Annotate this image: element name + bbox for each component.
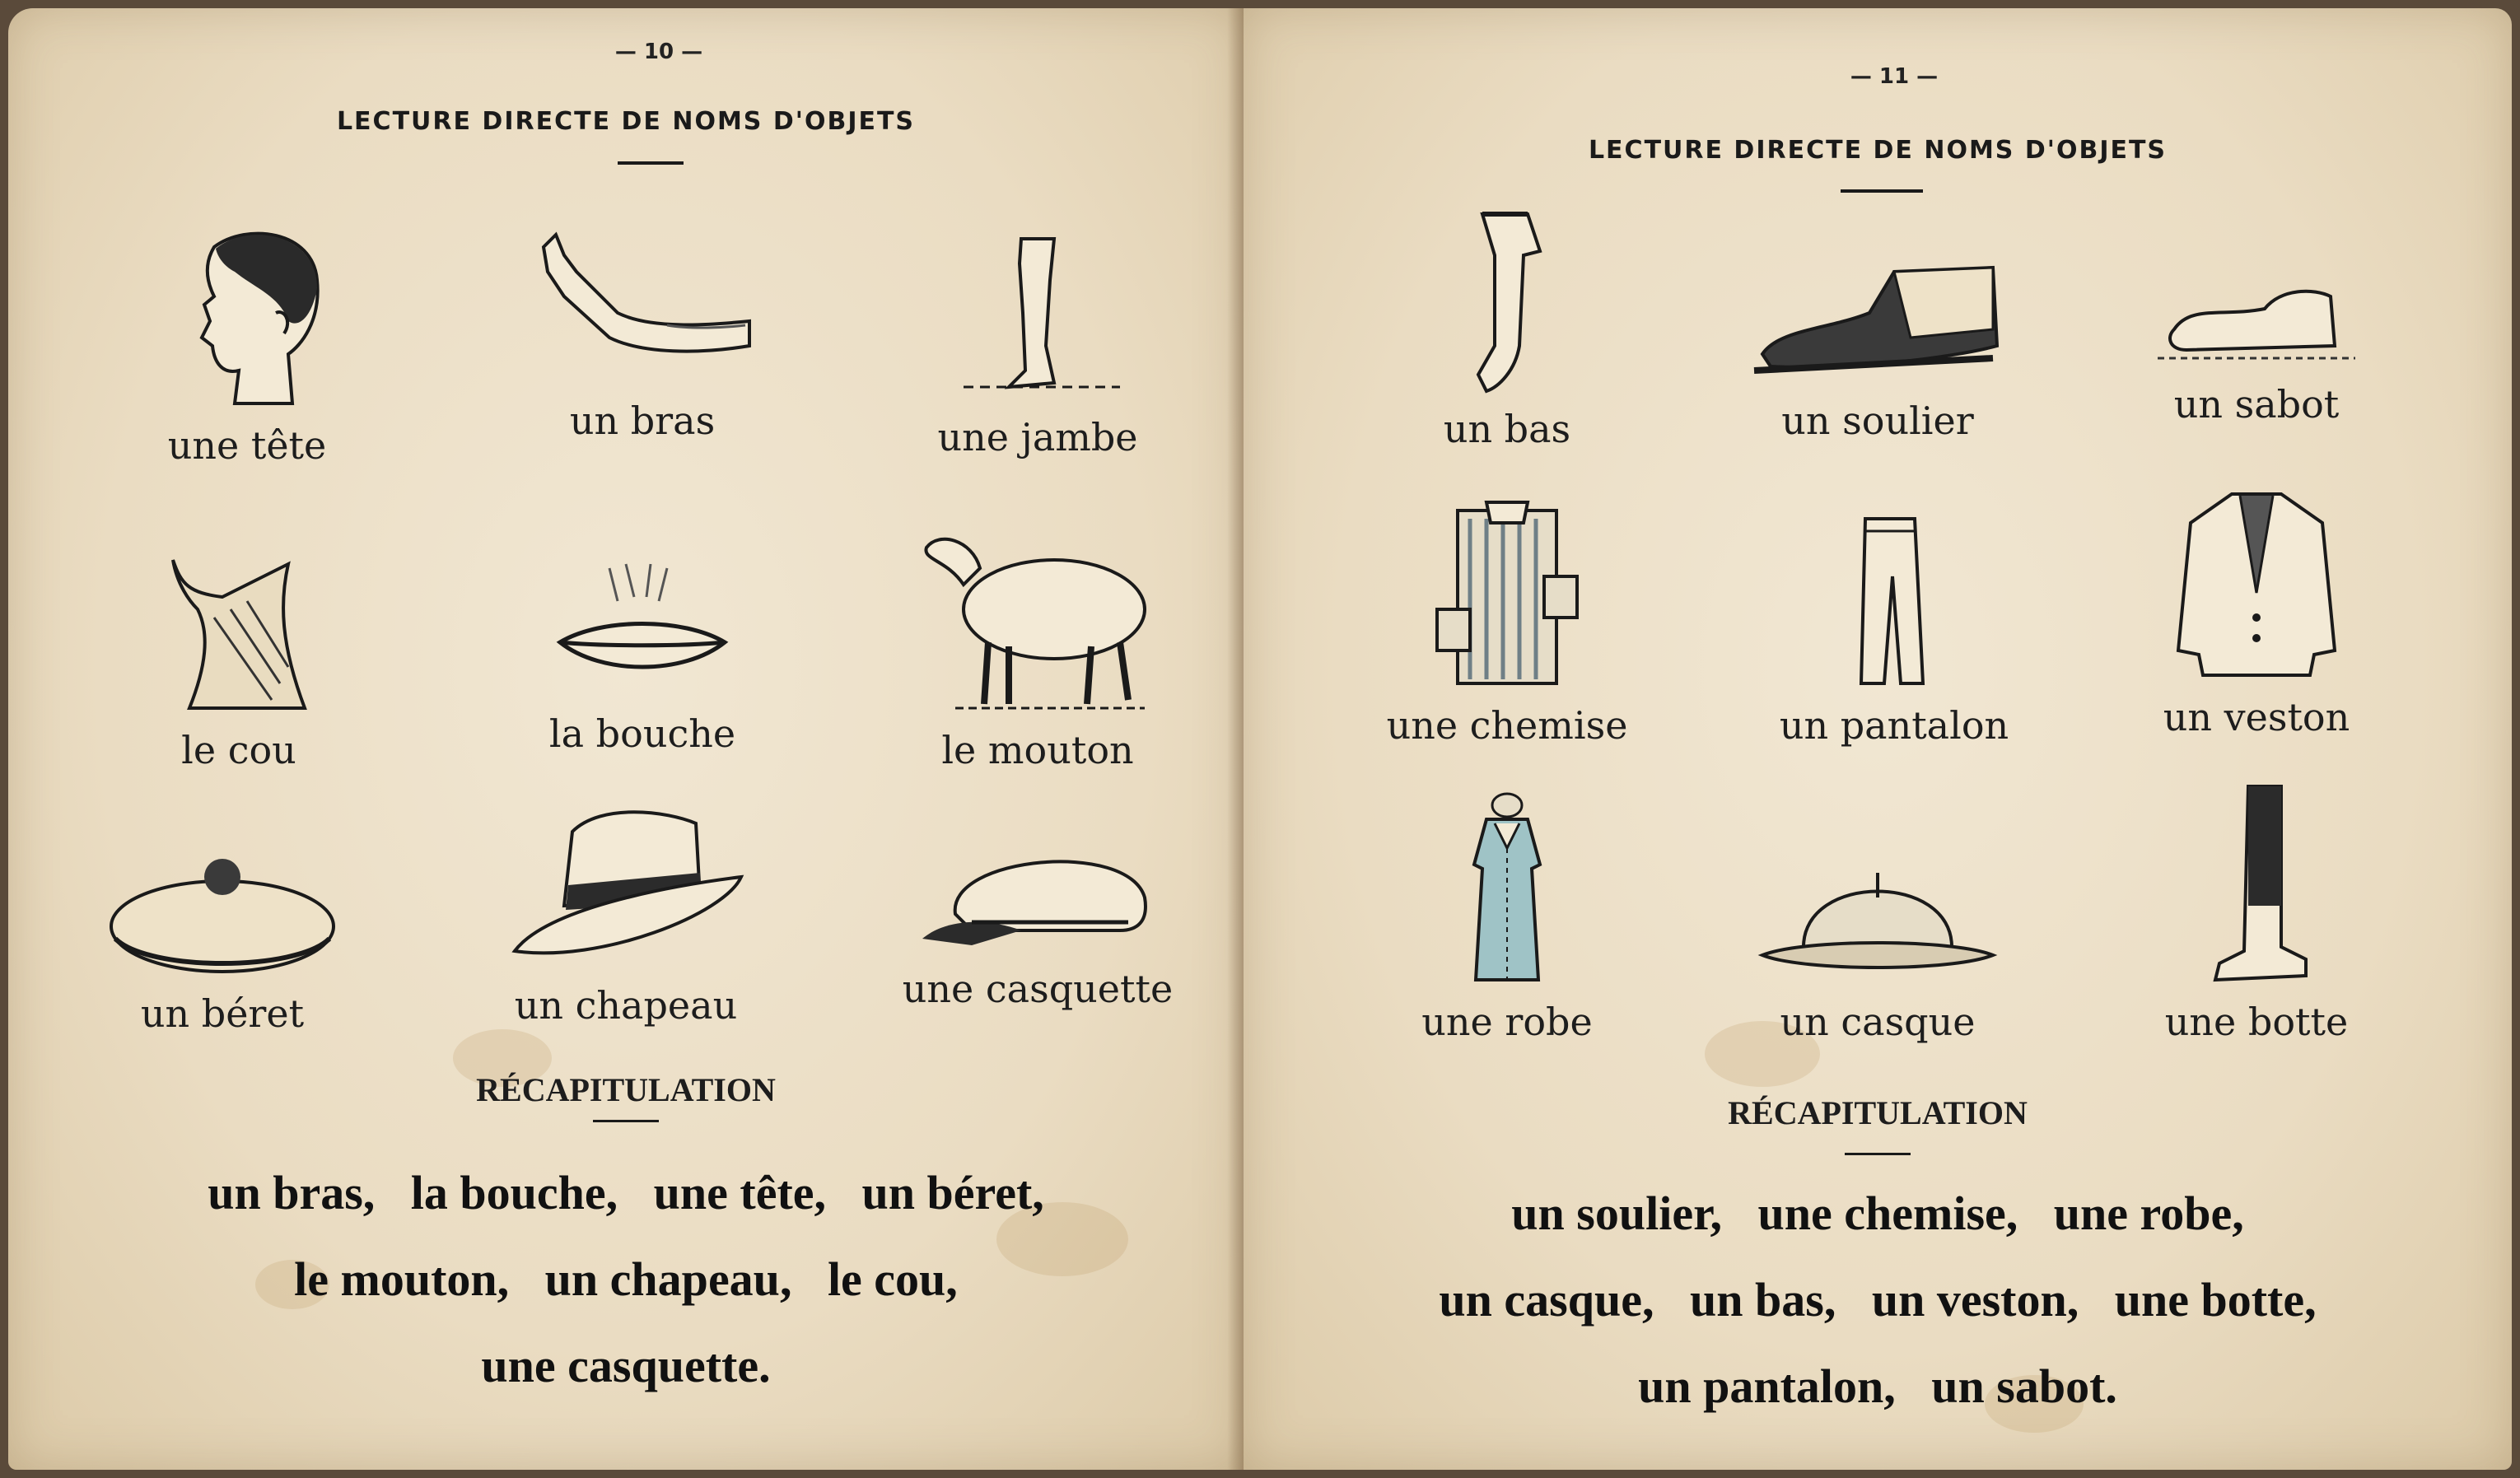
hat-icon <box>502 799 749 972</box>
dress-icon <box>1449 790 1565 988</box>
page-heading: LECTURE DIRECTE DE NOMS D'OBJETS <box>1588 136 2168 165</box>
item-label: un chapeau <box>514 983 738 1028</box>
item-label: un bras <box>569 399 716 443</box>
item-label: un sabot <box>2173 382 2340 427</box>
page-number: — 11 — <box>1850 64 1939 89</box>
item-label: une chemise <box>1386 703 1628 748</box>
recap-title: RÉCAPITULATION <box>476 1071 776 1108</box>
trousers-icon <box>1845 511 1944 692</box>
sheep-icon <box>914 511 1161 716</box>
item-label: un veston <box>2163 695 2350 739</box>
vocab-item <box>1334 494 1680 748</box>
beret-icon <box>99 848 346 980</box>
page-number: — 10 — <box>614 40 703 64</box>
recap-divider <box>1845 1153 1911 1155</box>
vocab-item <box>453 799 799 1028</box>
mouth-icon <box>535 552 749 700</box>
shirt-icon <box>1433 494 1581 692</box>
jacket-icon <box>2174 486 2339 683</box>
item-label: un bas <box>1443 407 1571 451</box>
recap-line: le mouton, un chapeau, le cou, <box>294 1252 958 1306</box>
boot-icon <box>2191 782 2322 988</box>
item-label: la bouche <box>548 711 736 756</box>
vocab-item <box>49 848 395 1036</box>
vocab-item <box>1721 511 2067 748</box>
vocab-item <box>2084 272 2429 427</box>
vocab-item <box>865 511 1211 772</box>
recap-divider <box>593 1120 659 1122</box>
vocab-item <box>1334 206 1680 451</box>
item-label: le mouton <box>941 728 1134 772</box>
recap-line: un pantalon, un sabot. <box>1638 1359 2117 1413</box>
vocab-item <box>1705 255 2051 443</box>
vocab-item <box>2084 782 2429 1044</box>
recap-line: un bras, la bouche, une tête, un béret, <box>208 1166 1044 1219</box>
item-label: un béret <box>140 991 305 1036</box>
page-heading: LECTURE DIRECTE DE NOMS D'OBJETS <box>336 107 916 136</box>
heading-divider <box>1841 189 1923 193</box>
shoe-icon <box>1746 255 2009 387</box>
helmet-icon <box>1754 840 2001 988</box>
vocab-item <box>469 552 815 756</box>
item-label: une robe <box>1421 1000 1593 1044</box>
vocab-item <box>1705 840 2051 1044</box>
left-page <box>8 8 1244 1470</box>
item-label: une casquette <box>902 967 1174 1011</box>
recap-line: un casque, un bas, un veston, une botte, <box>1439 1273 2317 1326</box>
recap-line: un soulier, une chemise, une robe, <box>1511 1187 2244 1240</box>
item-label: une jambe <box>937 415 1138 459</box>
item-label: une tête <box>167 423 327 468</box>
item-label: le cou <box>181 728 296 772</box>
vocab-item <box>66 552 412 772</box>
head-profile-icon <box>156 222 338 412</box>
leg-icon <box>931 231 1145 403</box>
item-label: une botte <box>2164 1000 2349 1044</box>
clog-icon <box>2149 272 2364 371</box>
right-page <box>1244 8 2512 1470</box>
neck-icon <box>140 552 338 716</box>
vocab-item <box>469 222 815 443</box>
item-label: un pantalon <box>1779 703 2009 748</box>
arm-icon <box>519 222 766 387</box>
heading-divider <box>618 161 684 165</box>
item-label: un casque <box>1780 1000 1976 1044</box>
vocab-item <box>865 840 1211 1011</box>
recap-line: une casquette. <box>481 1339 771 1392</box>
item-label: un soulier <box>1781 399 1974 443</box>
cap-icon <box>914 840 1161 955</box>
vocab-item <box>2084 486 2429 739</box>
recap-title: RÉCAPITULATION <box>1728 1094 2028 1131</box>
vocab-item <box>74 222 420 468</box>
stocking-icon <box>1449 206 1565 395</box>
vocab-item <box>865 231 1211 459</box>
vocab-item <box>1334 790 1680 1044</box>
